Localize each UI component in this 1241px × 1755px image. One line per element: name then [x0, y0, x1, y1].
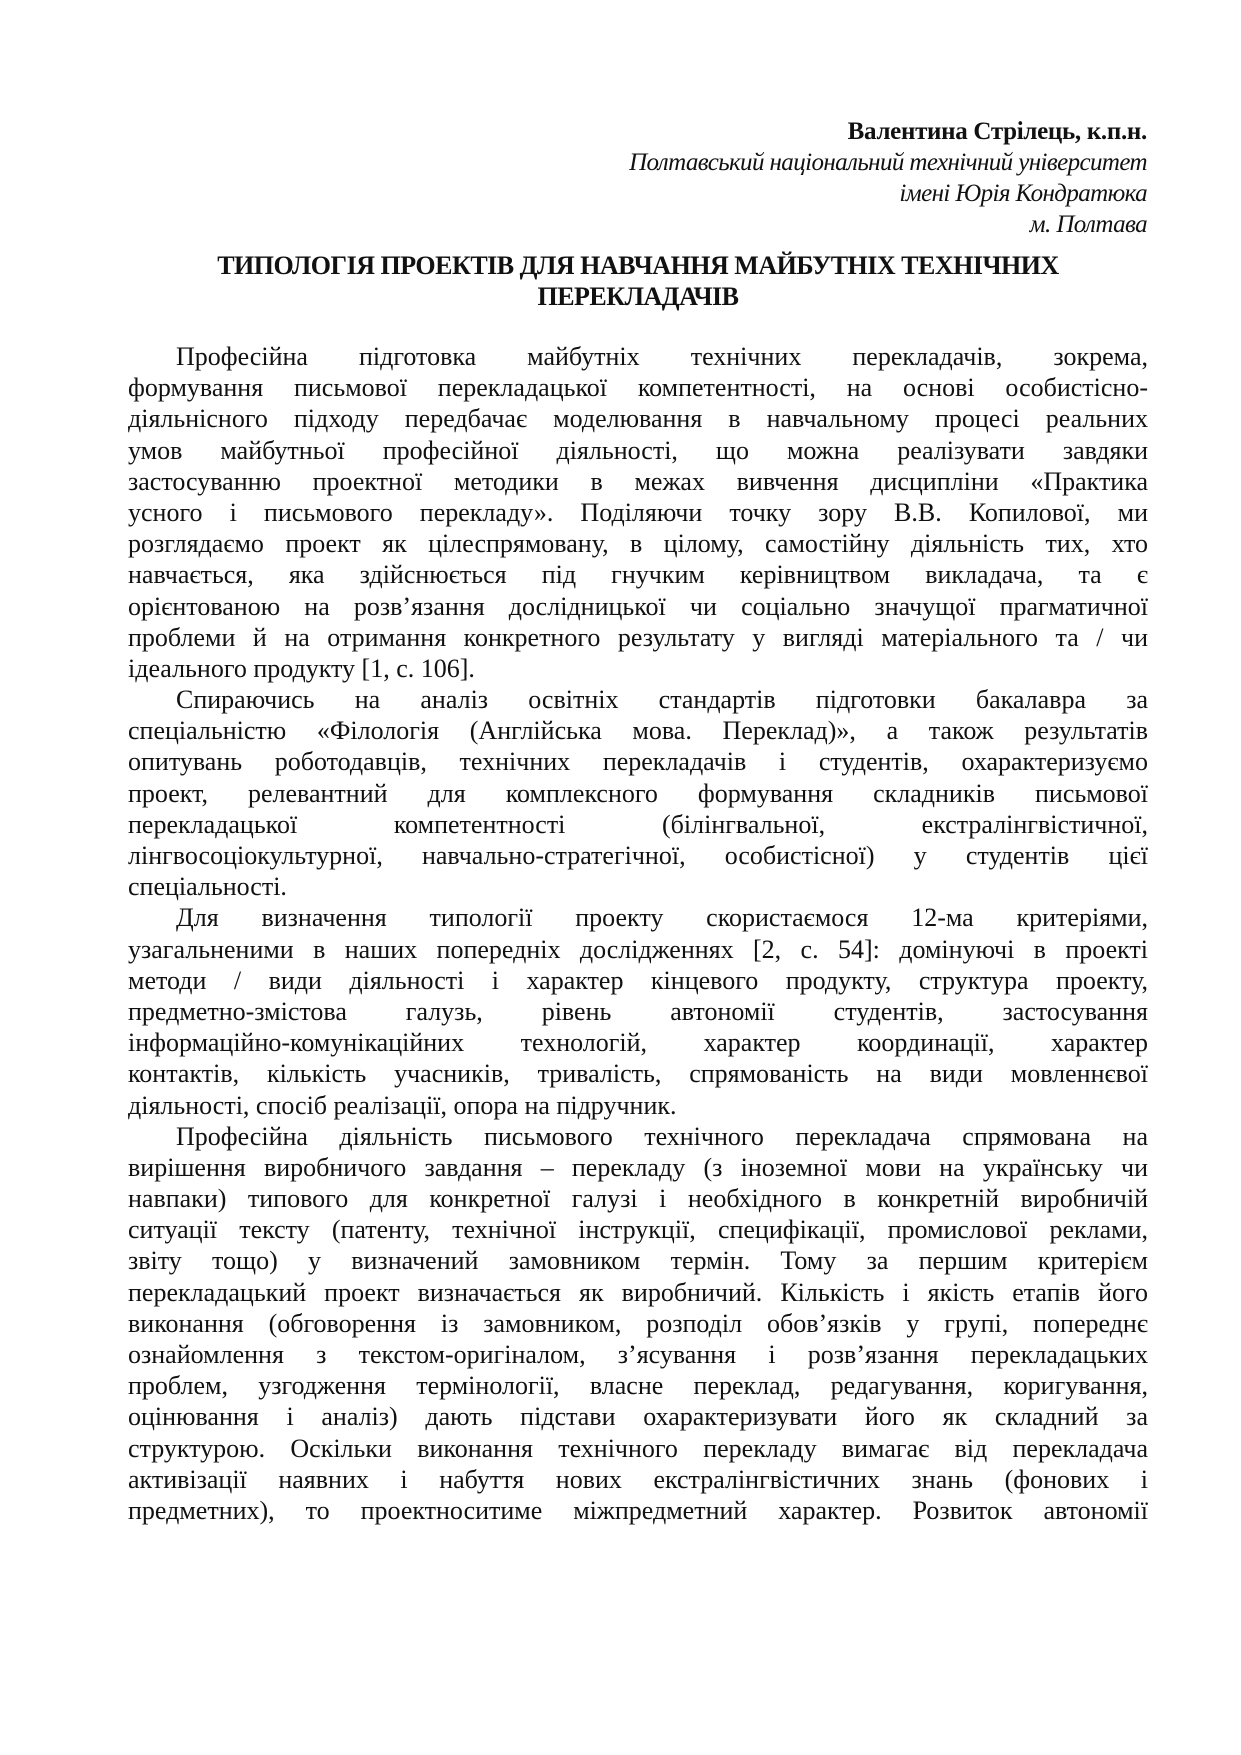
text-line: вирішення виробничого завдання – перекладу (з іноземної мови на українську чи	[128, 1152, 1148, 1182]
article-title	[128, 250, 1148, 312]
text-line: опитувань роботодавців, технічних перекладачів і студентів, охарактеризуємо	[128, 747, 1148, 777]
article-body	[128, 341, 1148, 1526]
text-line: предметних), то проектноситиме міжпредметний характер. Розвиток автономії	[128, 1495, 1148, 1525]
text-line: контактів, кількість учасників, тривалість, спрямованість на види мовленнєвої	[128, 1059, 1148, 1089]
text-line: методи / види діяльності і характер кінцевого продукту, структура проекту,	[128, 965, 1148, 995]
text-line: усного і письмового перекладу». Поділяючи точку зору В.В. Копилової, ми	[128, 497, 1148, 527]
text-line: навчається, яка здійснюється під гнучким керівництвом викладача, та є	[128, 560, 1148, 590]
text-line: Професійна підготовка майбутніх технічних перекладачів, зокрема,	[176, 342, 1148, 371]
text-line: діяльнісного підходу передбачає моделювання в навчальному процесі реальних	[128, 404, 1148, 434]
text-line: лінгвосоціокультурної, навчально-стратегічної, особистісної) у студентів цієї	[128, 841, 1148, 870]
text-line: формування письмової перекладацької компетентності, на основі особистісно-	[128, 373, 1148, 403]
text-line: ідеального продукту [1, с. 106].	[128, 653, 475, 683]
affiliation-city: м. Полтава	[1029, 211, 1147, 238]
text-line: ситуації тексту (патенту, технічної інструкції, специфікації, промислової реклами,	[128, 1215, 1148, 1245]
text-line: проблеми й на отримання конкретного результату у вигляді матеріального та / чи	[128, 622, 1148, 652]
author-header	[629, 116, 1147, 240]
text-line: умов майбутньої професійної діяльності, що можна реалізувати завдяки	[128, 435, 1148, 465]
title-line-2: ПЕРЕКЛАДАЧІВ	[537, 282, 739, 311]
title-line-1: ТИПОЛОГІЯ ПРОЕКТІВ ДЛЯ НАВЧАННЯ МАЙБУТНІХ ТЕХНІЧНИХ	[217, 251, 1059, 280]
text-line: Спираючись на аналіз освітніх стандартів підготовки бакалавра за	[176, 685, 1148, 715]
author-name: Валентина Стрілець, к.п.н.	[847, 118, 1147, 145]
affiliation-line-2: імені Юрія Кондратюка	[899, 180, 1147, 207]
text-line: перекладацької компетентності (білінгвальної, екстралінгвістичної,	[128, 809, 1148, 839]
paragraph-4	[128, 1121, 1148, 1526]
text-line: Професійна діяльність письмового технічного перекладача спрямована на	[176, 1121, 1148, 1151]
text-line: звіту тощо) у визначений замовником термін. Тому за першим критерієм	[128, 1246, 1148, 1276]
paragraph-3	[128, 902, 1148, 1120]
affiliation-line-1: Полтавський національний технічний університет	[629, 149, 1147, 176]
text-line: спеціальності.	[128, 872, 287, 902]
text-line: оцінювання і аналіз) дають підстави охарактеризувати його як складний за	[128, 1402, 1148, 1432]
text-line: активізації наявних і набуття нових екстралінгвістичних знань (фонових і	[128, 1464, 1148, 1494]
paragraph-1	[128, 341, 1148, 684]
text-line: інформаційно-комунікаційних технологій, характер координації, характер	[128, 1028, 1148, 1058]
text-line: виконання (обговорення із замовником, розподіл обов’язків у групі, попереднє	[128, 1308, 1148, 1338]
text-line: застосуванню проектної методики в межах вивчення дисципліни «Практика	[128, 466, 1148, 496]
text-line: проблем, узгодження термінології, власне переклад, редагування, коригування,	[128, 1371, 1148, 1401]
paragraph-2	[128, 684, 1148, 902]
text-line: діяльності, спосіб реалізації, опора на підручник.	[128, 1090, 677, 1120]
text-line: структурою. Оскільки виконання технічного перекладу вимагає від перекладача	[128, 1433, 1148, 1463]
text-line: предметно-змістова галузь, рівень автономії студентів, застосування	[128, 996, 1148, 1026]
text-line: ознайомлення з текстом-оригіналом, з’ясування і розв’язання перекладацьких	[128, 1340, 1148, 1369]
text-line: розглядаємо проект як цілеспрямовану, в цілому, самостійну діяльність тих, хто	[128, 529, 1148, 559]
text-line: спеціальністю «Філологія (Англійська мова. Переклад)», а також результатів	[128, 716, 1148, 746]
text-line: перекладацький проект визначається як виробничий. Кількість і якість етапів його	[128, 1277, 1148, 1307]
text-line: орієнтованою на розв’язання дослідницької чи соціально значущої прагматичної	[128, 591, 1148, 621]
text-line: узагальненими в наших попередніх дослідженнях [2, с. 54]: домінуючі в проекті	[128, 934, 1148, 964]
text-line: Для визначення типології проекту скористаємося 12-ма критеріями,	[176, 903, 1148, 933]
text-line: навпаки) типового для конкретної галузі і необхідного в конкретній виробничій	[128, 1184, 1148, 1214]
text-line: проект, релевантний для комплексного формування складників письмової	[128, 778, 1148, 808]
